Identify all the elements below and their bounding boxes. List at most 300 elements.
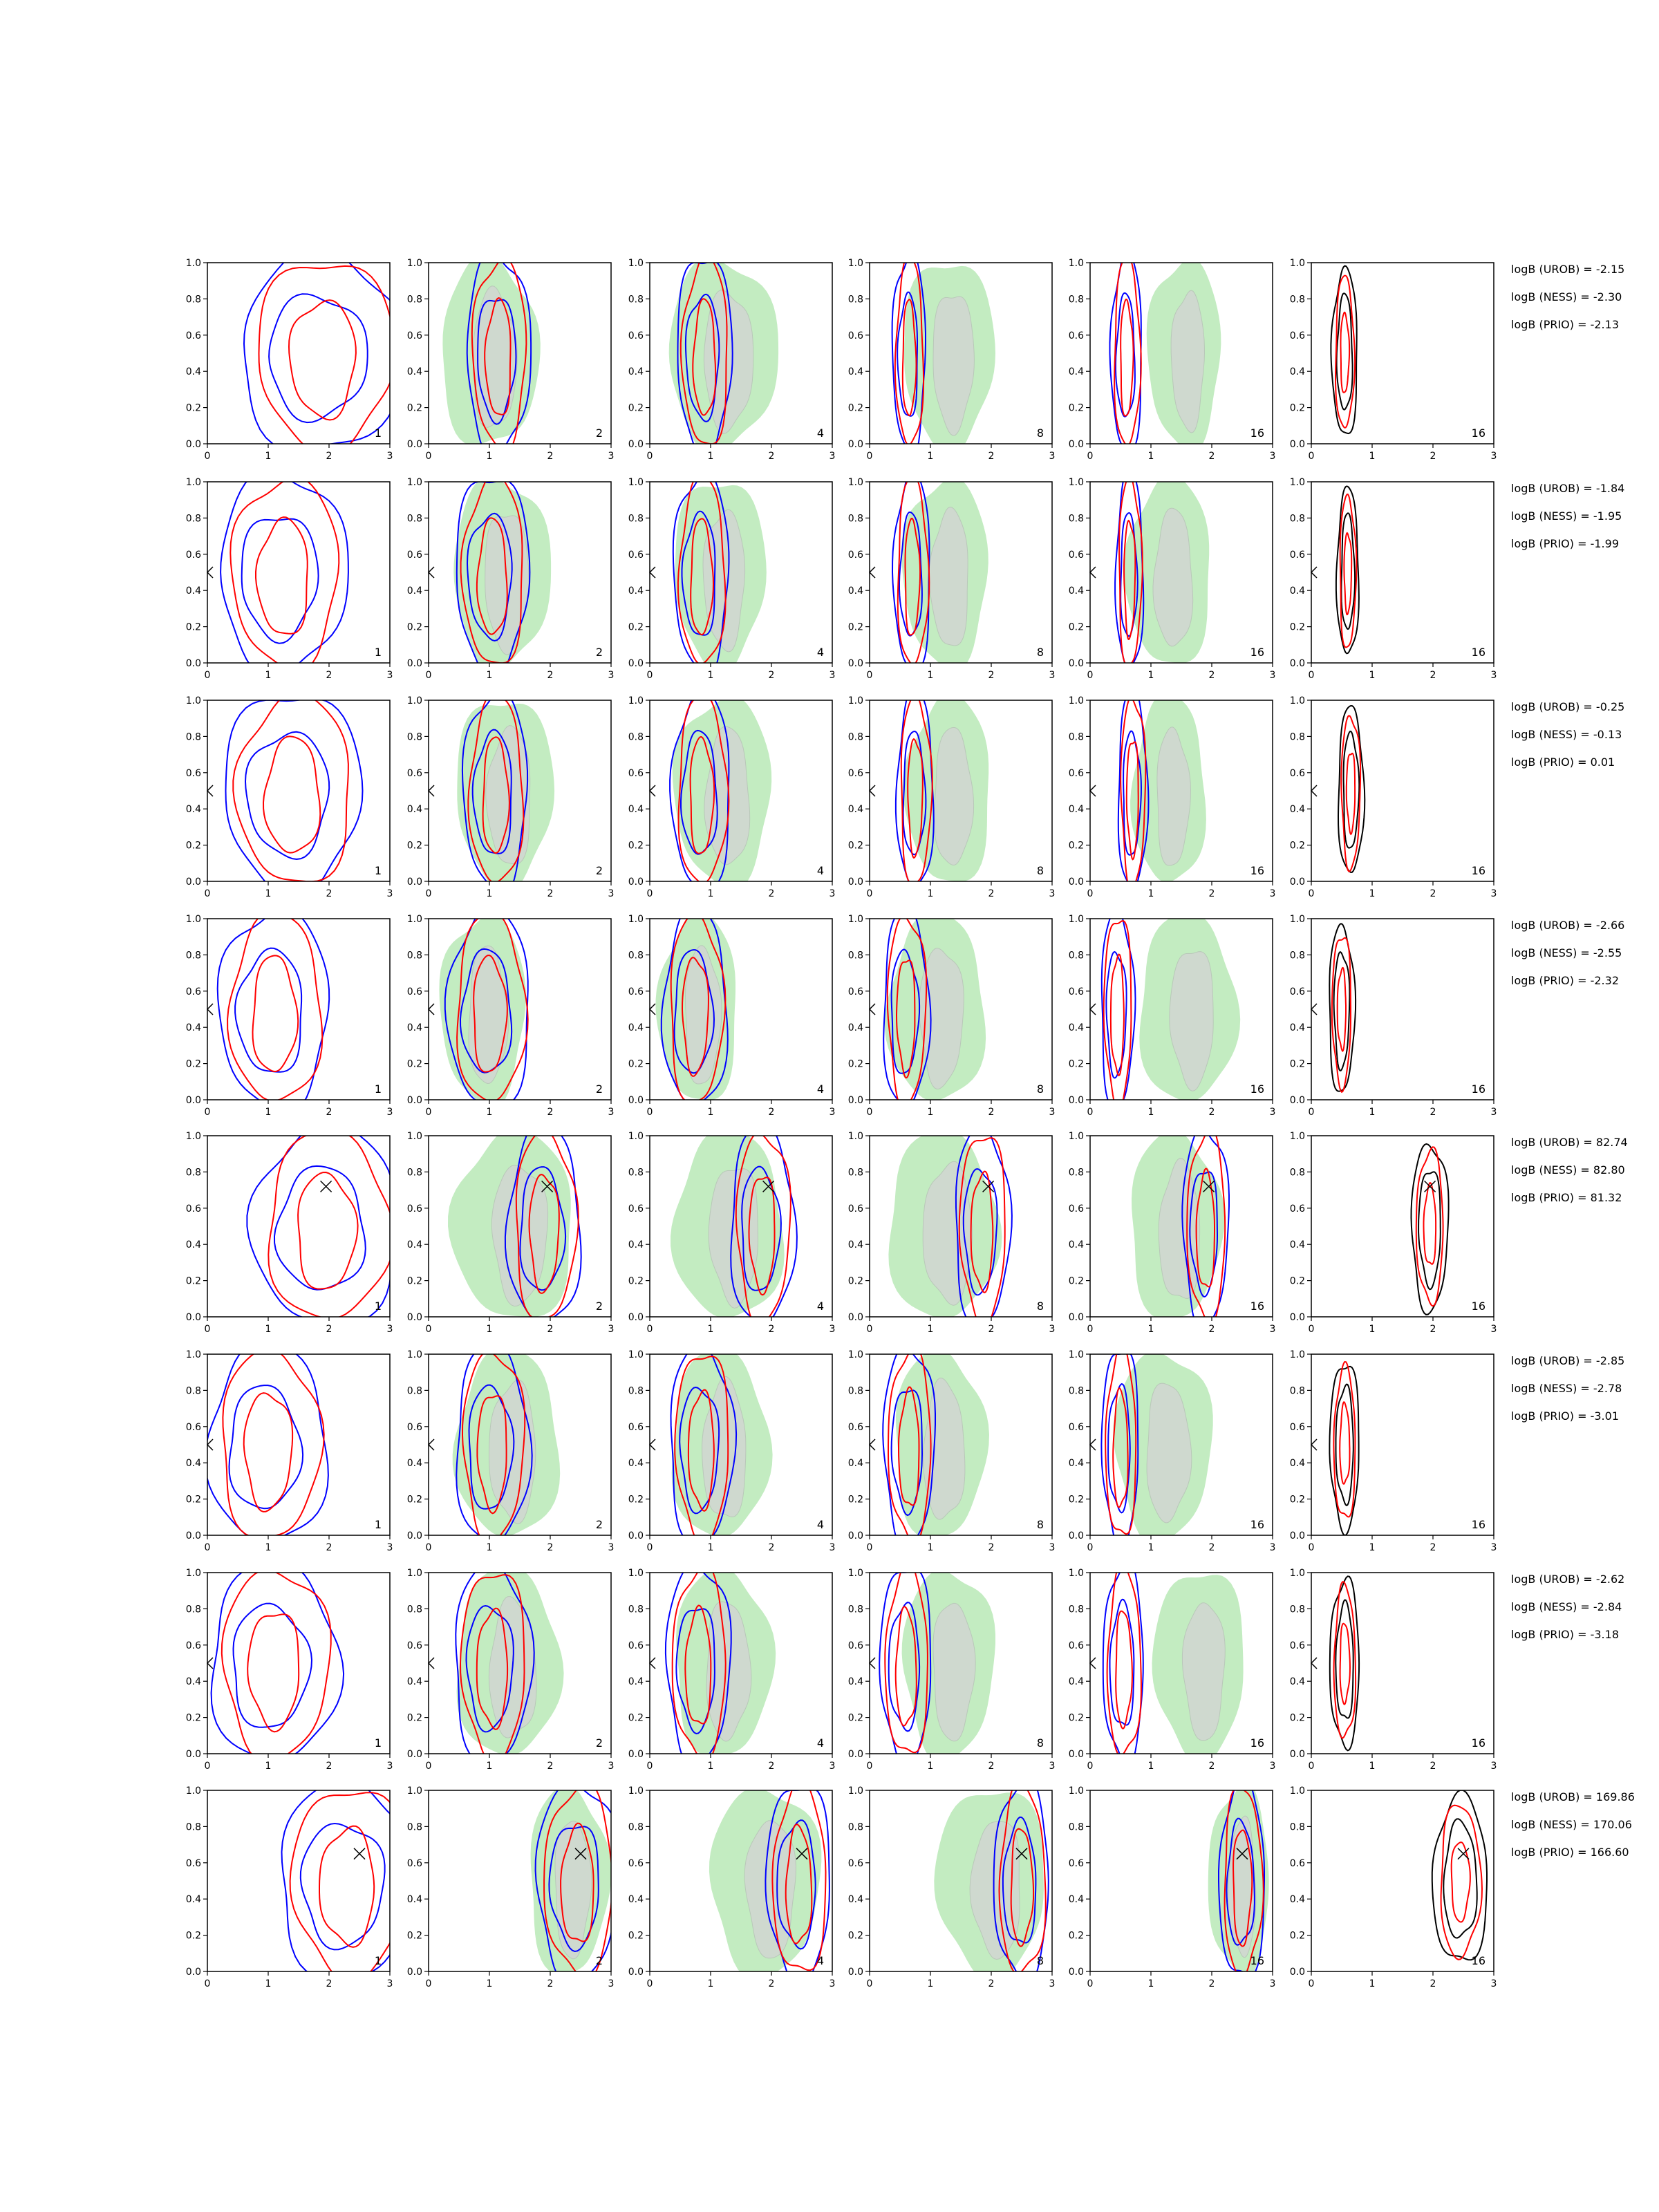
y-tick-label: 0.6 — [628, 330, 644, 341]
x-tick-label: 0 — [1087, 1761, 1094, 1772]
y-tick-label: 0.4 — [628, 804, 644, 816]
x-tick-label: 0 — [425, 888, 432, 899]
y-tick-label: 0.6 — [185, 1421, 201, 1433]
x-tick-label: 3 — [1269, 1107, 1276, 1118]
y-tick-label: 0.4 — [847, 585, 863, 597]
x-tick-label: 0 — [1308, 888, 1315, 899]
axes-frame — [1311, 1136, 1494, 1317]
ness-contour-inner — [1344, 533, 1351, 615]
truth-marker — [429, 785, 434, 796]
y-tick-label: 0.4 — [628, 1458, 644, 1470]
x-tick-label: 1 — [486, 1107, 493, 1118]
subplot-r7-c1 — [186, 1562, 393, 1772]
x-tick-label: 3 — [1049, 888, 1056, 899]
truth-marker — [1311, 1004, 1317, 1015]
y-tick-label: 1.0 — [1068, 1568, 1084, 1579]
x-tick-label: 1 — [1369, 670, 1376, 681]
y-tick-label: 0.0 — [628, 1095, 644, 1106]
y-tick-label: 1.0 — [185, 1131, 201, 1142]
y-tick-label: 0.6 — [1289, 1203, 1305, 1215]
truth-marker — [650, 1439, 655, 1450]
y-tick-label: 0.8 — [1289, 513, 1305, 525]
truth-marker — [429, 1658, 434, 1669]
y-tick-label: 0.6 — [406, 549, 422, 561]
x-tick-label: 2 — [326, 670, 332, 681]
x-tick-label: 1 — [486, 1324, 493, 1335]
x-tick-label: 1 — [265, 1761, 272, 1772]
x-tick-label: 1 — [927, 1107, 934, 1118]
x-tick-label: 3 — [608, 451, 615, 462]
logb-value: logB (NESS) = -2.55 — [1511, 946, 1622, 959]
prio-contour-outer — [1331, 266, 1356, 433]
y-tick-label: 0.6 — [1068, 549, 1084, 561]
subplot-count-label: 16 — [1471, 646, 1485, 659]
y-tick-label: 0.6 — [406, 986, 422, 997]
y-tick-label: 0.6 — [185, 1203, 201, 1215]
subplot-content — [656, 906, 736, 1106]
axes-frame — [1311, 482, 1494, 663]
y-tick-label: 0.2 — [1289, 840, 1305, 852]
subplot-count-label: 4 — [816, 864, 824, 877]
y-tick-label: 0.8 — [628, 1604, 644, 1615]
x-tick-label: 3 — [1269, 451, 1276, 462]
subplot-r5-c4 — [848, 1124, 1056, 1335]
y-tick-label: 0.6 — [628, 1421, 644, 1433]
y-tick-label: 0.2 — [847, 1058, 863, 1070]
y-tick-label: 0.2 — [628, 1275, 644, 1287]
y-tick-label: 0.2 — [847, 1712, 863, 1724]
y-tick-label: 0.2 — [628, 840, 644, 852]
y-tick-label: 0.6 — [1289, 330, 1305, 341]
y-tick-label: 0.8 — [847, 294, 863, 306]
logb-value: logB (NESS) = -0.13 — [1511, 728, 1622, 741]
subplot-r1-c4 — [848, 252, 1056, 462]
x-tick-label: 0 — [1087, 1324, 1094, 1335]
subplot-content — [1110, 249, 1221, 453]
x-tick-label: 0 — [646, 888, 653, 899]
y-tick-label: 1.0 — [185, 1568, 201, 1579]
urob-contour-inner — [234, 1604, 312, 1727]
subplot-content — [888, 1124, 1012, 1329]
logb-value: logB (PRIO) = 81.32 — [1511, 1191, 1622, 1204]
y-tick-label: 1.0 — [1289, 477, 1305, 488]
subplot-content — [212, 1562, 344, 1763]
ness-contour-inner — [1424, 1183, 1436, 1264]
y-tick-label: 0.4 — [406, 366, 422, 378]
truth-marker — [870, 785, 875, 796]
y-tick-label: 0.6 — [628, 767, 644, 779]
subplot-r8-c1 — [186, 1779, 422, 1989]
subplot-count-label: 16 — [1250, 864, 1264, 877]
y-tick-label: 0.0 — [406, 1095, 422, 1106]
x-tick-label: 3 — [829, 1761, 836, 1772]
logb-value: logB (PRIO) = -3.01 — [1511, 1409, 1619, 1423]
x-tick-label: 2 — [1208, 451, 1215, 462]
y-tick-label: 0.0 — [628, 1530, 644, 1541]
x-tick-label: 0 — [425, 670, 432, 681]
y-tick-label: 0.0 — [1068, 1530, 1084, 1541]
x-tick-label: 3 — [1049, 1324, 1056, 1335]
y-tick-label: 0.0 — [1289, 1967, 1305, 1978]
subplot-content — [221, 471, 348, 679]
y-tick-label: 0.2 — [847, 621, 863, 633]
y-tick-label: 0.6 — [1289, 1857, 1305, 1869]
y-tick-label: 0.6 — [185, 1857, 201, 1869]
x-tick-label: 3 — [1049, 1761, 1056, 1772]
y-tick-label: 1.0 — [847, 1785, 863, 1797]
y-tick-label: 0.6 — [1068, 330, 1084, 341]
x-tick-label: 0 — [1308, 1978, 1315, 1989]
y-tick-label: 1.0 — [1289, 1568, 1305, 1579]
y-tick-label: 0.2 — [628, 1930, 644, 1942]
x-tick-label: 2 — [547, 1978, 554, 1989]
y-tick-label: 0.2 — [628, 1494, 644, 1506]
x-tick-label: 1 — [927, 670, 934, 681]
x-tick-label: 0 — [646, 1107, 653, 1118]
logb-value: logB (UROB) = -0.25 — [1511, 700, 1625, 713]
ness-contour-outer — [1441, 1806, 1482, 1960]
x-tick-label: 3 — [829, 451, 836, 462]
urob-contour-inner — [1116, 293, 1135, 417]
x-tick-label: 2 — [1430, 1761, 1436, 1772]
subplot-content — [892, 468, 988, 672]
subplot-r2-c6 — [1290, 477, 1497, 681]
subplot-count-label: 16 — [1471, 1082, 1485, 1096]
y-tick-label: 0.0 — [185, 1749, 201, 1760]
subplot-count-label: 1 — [374, 864, 382, 877]
x-tick-label: 1 — [265, 670, 272, 681]
x-tick-label: 3 — [829, 888, 836, 899]
axes-frame — [207, 1354, 390, 1535]
x-tick-label: 1 — [1147, 1978, 1154, 1989]
subplot-count-label: 4 — [816, 427, 824, 440]
x-tick-label: 3 — [386, 888, 393, 899]
y-tick-label: 0.2 — [185, 1275, 201, 1287]
y-tick-label: 0.4 — [1289, 585, 1305, 597]
subplot-count-label: 2 — [595, 1518, 603, 1531]
y-tick-label: 1.0 — [847, 258, 863, 269]
x-tick-label: 1 — [707, 1978, 714, 1989]
y-tick-label: 0.2 — [406, 1494, 422, 1506]
y-tick-label: 0.6 — [628, 1203, 644, 1215]
x-tick-label: 1 — [707, 1324, 714, 1335]
y-tick-label: 0.0 — [847, 1095, 863, 1106]
y-tick-label: 0.0 — [406, 1749, 422, 1760]
x-tick-label: 1 — [1147, 888, 1154, 899]
y-tick-label: 0.0 — [1068, 439, 1084, 450]
y-tick-label: 0.8 — [406, 1604, 422, 1615]
truth-marker — [650, 1658, 655, 1669]
subplot-r5-c5 — [1069, 1128, 1276, 1335]
x-tick-label: 1 — [1147, 1107, 1154, 1118]
y-tick-label: 0.4 — [1289, 1022, 1305, 1034]
y-tick-label: 0.0 — [628, 658, 644, 669]
y-tick-label: 0.6 — [406, 1640, 422, 1651]
x-tick-label: 3 — [1490, 451, 1497, 462]
subplot-content — [1329, 924, 1356, 1091]
y-tick-label: 1.0 — [847, 1349, 863, 1360]
urob-contour-inner — [274, 1166, 366, 1290]
y-tick-label: 0.0 — [628, 1312, 644, 1323]
x-tick-label: 0 — [646, 1324, 653, 1335]
ness-contour-inner — [1347, 753, 1355, 834]
subplot-content — [439, 905, 527, 1109]
y-tick-label: 1.0 — [185, 477, 201, 488]
subplot-count-label: 1 — [374, 1736, 382, 1750]
x-tick-label: 1 — [1369, 1761, 1376, 1772]
y-tick-label: 1.0 — [406, 695, 422, 706]
y-tick-label: 0.4 — [185, 1239, 201, 1251]
y-tick-label: 0.2 — [185, 621, 201, 633]
truth-marker — [870, 1439, 875, 1450]
x-tick-label: 3 — [1490, 1761, 1497, 1772]
x-tick-label: 1 — [1369, 1324, 1376, 1335]
prio-contour-outer — [1432, 1790, 1487, 1960]
y-tick-label: 0.2 — [1289, 1930, 1305, 1942]
x-tick-label: 0 — [204, 451, 211, 462]
subplot-r1-c1 — [186, 246, 409, 462]
y-tick-label: 1.0 — [1068, 1349, 1084, 1360]
urob-contour-outer — [221, 471, 348, 679]
x-tick-label: 0 — [1308, 1324, 1315, 1335]
subplot-r3-c5 — [1069, 689, 1276, 899]
x-tick-label: 1 — [707, 1761, 714, 1772]
y-tick-label: 0.4 — [1289, 1676, 1305, 1688]
subplot-count-label: 16 — [1471, 427, 1485, 440]
x-tick-label: 2 — [1430, 451, 1436, 462]
subplot-r7-c5 — [1069, 1559, 1276, 1772]
y-tick-label: 0.2 — [847, 1275, 863, 1287]
x-tick-label: 1 — [707, 670, 714, 681]
subplot-r5-c1 — [186, 1122, 395, 1335]
truth-marker — [207, 1439, 213, 1450]
y-tick-label: 0.8 — [185, 1821, 201, 1833]
y-tick-label: 0.8 — [185, 731, 201, 743]
y-tick-label: 0.0 — [847, 1312, 863, 1323]
y-tick-label: 0.2 — [185, 840, 201, 852]
subplot-count-label: 4 — [816, 1082, 824, 1096]
y-tick-label: 1.0 — [628, 1785, 644, 1797]
x-tick-label: 1 — [927, 1978, 934, 1989]
y-tick-label: 1.0 — [628, 1349, 644, 1360]
y-tick-label: 0.6 — [1289, 767, 1305, 779]
urob-contour-inner — [301, 1824, 385, 1949]
y-tick-label: 0.2 — [406, 840, 422, 852]
x-tick-label: 3 — [1490, 1324, 1497, 1335]
y-tick-label: 0.8 — [1289, 731, 1305, 743]
subplot-content — [671, 1342, 773, 1547]
y-tick-label: 0.6 — [847, 330, 863, 341]
y-tick-label: 0.4 — [185, 366, 201, 378]
y-tick-label: 0.2 — [628, 1712, 644, 1724]
subplot-content — [453, 1343, 561, 1544]
x-tick-label: 2 — [326, 451, 332, 462]
axes-frame — [207, 263, 390, 444]
x-tick-label: 3 — [386, 1761, 393, 1772]
x-tick-label: 3 — [386, 451, 393, 462]
y-tick-label: 1.0 — [185, 258, 201, 269]
subplot-count-label: 16 — [1250, 1954, 1264, 1967]
truth-marker — [1090, 785, 1096, 796]
y-tick-label: 0.0 — [1068, 658, 1084, 669]
y-tick-label: 0.6 — [847, 1203, 863, 1215]
subplot-r6-c1 — [186, 1342, 393, 1553]
y-tick-label: 0.6 — [406, 1203, 422, 1215]
x-tick-label: 3 — [1490, 1107, 1497, 1118]
y-tick-label: 0.8 — [847, 513, 863, 525]
x-tick-label: 1 — [486, 1978, 493, 1989]
y-tick-label: 0.6 — [847, 767, 863, 779]
x-tick-label: 2 — [1430, 1978, 1436, 1989]
y-tick-label: 0.8 — [406, 1385, 422, 1397]
x-tick-label: 0 — [204, 1761, 211, 1772]
urob-contour-outer — [218, 908, 330, 1114]
subplot-count-label: 2 — [595, 1954, 603, 1967]
x-tick-label: 0 — [646, 670, 653, 681]
x-tick-label: 2 — [768, 1761, 775, 1772]
y-tick-label: 0.4 — [406, 1239, 422, 1251]
subplot-count-label: 16 — [1250, 1736, 1264, 1750]
x-tick-label: 3 — [386, 670, 393, 681]
y-tick-label: 0.0 — [1289, 1749, 1305, 1760]
truth-marker — [870, 1658, 875, 1669]
y-tick-label: 0.2 — [628, 402, 644, 414]
y-tick-label: 0.2 — [406, 1275, 422, 1287]
y-tick-label: 0.2 — [1289, 1494, 1305, 1506]
y-tick-label: 0.6 — [1289, 986, 1305, 997]
logb-value: logB (UROB) = -2.15 — [1511, 263, 1625, 276]
ness-contour-outer — [227, 912, 322, 1101]
truth-marker — [650, 1004, 655, 1015]
y-tick-label: 0.8 — [406, 950, 422, 962]
y-tick-label: 0.2 — [185, 1930, 201, 1942]
y-tick-label: 0.0 — [185, 877, 201, 888]
x-tick-label: 1 — [707, 1107, 714, 1118]
subplot-content — [456, 1561, 563, 1765]
subplot-content — [448, 1123, 581, 1323]
y-tick-label: 0.4 — [847, 1458, 863, 1470]
y-tick-label: 0.4 — [1068, 1458, 1084, 1470]
x-tick-label: 0 — [1308, 451, 1315, 462]
subplot-content — [1208, 1772, 1269, 1980]
y-tick-label: 0.4 — [185, 804, 201, 816]
y-tick-label: 0.0 — [185, 1095, 201, 1106]
y-tick-label: 0.8 — [1289, 294, 1305, 306]
subplot-count-label: 4 — [816, 1736, 824, 1750]
truth-marker — [429, 1439, 434, 1450]
x-tick-label: 3 — [1269, 670, 1276, 681]
x-tick-label: 1 — [1147, 1761, 1154, 1772]
y-tick-label: 0.6 — [185, 986, 201, 997]
subplot-r2-c3 — [628, 471, 836, 681]
x-tick-label: 1 — [486, 1761, 493, 1772]
y-tick-label: 0.4 — [1068, 1022, 1084, 1034]
y-tick-label: 0.4 — [406, 585, 422, 597]
subplot-r8-c4 — [848, 1777, 1056, 1989]
x-tick-label: 1 — [927, 451, 934, 462]
x-tick-label: 2 — [547, 1542, 554, 1553]
y-tick-label: 0.4 — [1068, 1676, 1084, 1688]
y-tick-label: 0.6 — [1068, 1640, 1084, 1651]
y-tick-label: 0.0 — [185, 439, 201, 450]
subplot-count-label: 4 — [816, 1518, 824, 1531]
y-tick-label: 1.0 — [628, 1568, 644, 1579]
y-tick-label: 0.4 — [1289, 1894, 1305, 1906]
subplot-count-label: 8 — [1036, 1736, 1044, 1750]
y-tick-label: 0.8 — [847, 1604, 863, 1615]
y-tick-label: 0.8 — [847, 731, 863, 743]
y-tick-label: 0.6 — [1068, 767, 1084, 779]
y-tick-label: 0.8 — [185, 950, 201, 962]
x-tick-label: 1 — [265, 1978, 272, 1989]
y-tick-label: 1.0 — [628, 695, 644, 706]
x-tick-label: 3 — [829, 1324, 836, 1335]
subplot-content — [453, 474, 551, 682]
y-tick-label: 0.6 — [1289, 1421, 1305, 1433]
y-tick-label: 0.4 — [185, 1458, 201, 1470]
x-tick-label: 0 — [425, 1107, 432, 1118]
y-tick-label: 0.2 — [1289, 1058, 1305, 1070]
subplot-count-label: 8 — [1036, 1518, 1044, 1531]
x-tick-label: 3 — [608, 1324, 615, 1335]
y-tick-label: 0.6 — [628, 986, 644, 997]
y-tick-label: 0.0 — [1068, 1749, 1084, 1760]
x-tick-label: 0 — [866, 1761, 873, 1772]
subplot-content — [1432, 1790, 1487, 1960]
ness-contour-outer — [290, 1792, 404, 1983]
subplot-count-label: 8 — [1036, 427, 1044, 440]
y-tick-label: 1.0 — [1289, 1131, 1305, 1142]
y-tick-label: 0.2 — [1289, 1712, 1305, 1724]
subplot-count-label: 16 — [1471, 1518, 1485, 1531]
y-tick-label: 0.8 — [1068, 950, 1084, 962]
x-tick-label: 3 — [608, 1107, 615, 1118]
x-tick-label: 0 — [866, 1324, 873, 1335]
logb-value: logB (NESS) = -1.95 — [1511, 509, 1622, 523]
subplot-count-label: 8 — [1036, 1954, 1044, 1967]
x-tick-label: 3 — [386, 1978, 393, 1989]
logb-value: logB (NESS) = -2.78 — [1511, 1382, 1622, 1395]
y-tick-label: 1.0 — [1068, 1131, 1084, 1142]
x-tick-label: 0 — [866, 888, 873, 899]
y-tick-label: 1.0 — [185, 695, 201, 706]
x-tick-label: 2 — [1208, 888, 1215, 899]
x-tick-label: 2 — [988, 1107, 995, 1118]
logb-value: logB (NESS) = 82.80 — [1511, 1163, 1625, 1177]
y-tick-label: 0.6 — [847, 1421, 863, 1433]
subplot-r8-c2 — [407, 1783, 620, 1989]
y-tick-label: 0.4 — [628, 585, 644, 597]
subplot-content — [1338, 706, 1365, 872]
x-tick-label: 1 — [927, 888, 934, 899]
ness-contour-inner — [1111, 955, 1124, 1076]
subplot-count-label: 2 — [595, 1082, 603, 1096]
x-tick-label: 1 — [486, 670, 493, 681]
x-tick-label: 3 — [1490, 1978, 1497, 1989]
x-tick-label: 2 — [547, 1107, 554, 1118]
ness-contour-inner — [1452, 1842, 1470, 1922]
x-tick-label: 1 — [707, 451, 714, 462]
x-tick-label: 0 — [866, 1107, 873, 1118]
y-tick-label: 0.0 — [1068, 1095, 1084, 1106]
y-tick-label: 0.4 — [406, 1022, 422, 1034]
subplot-content — [892, 252, 995, 458]
subplot-r4-c2 — [407, 905, 615, 1118]
x-tick-label: 0 — [1308, 1761, 1315, 1772]
truth-marker — [354, 1848, 365, 1859]
subplot-content — [531, 1783, 620, 1987]
subplot-count-label: 16 — [1471, 864, 1485, 877]
